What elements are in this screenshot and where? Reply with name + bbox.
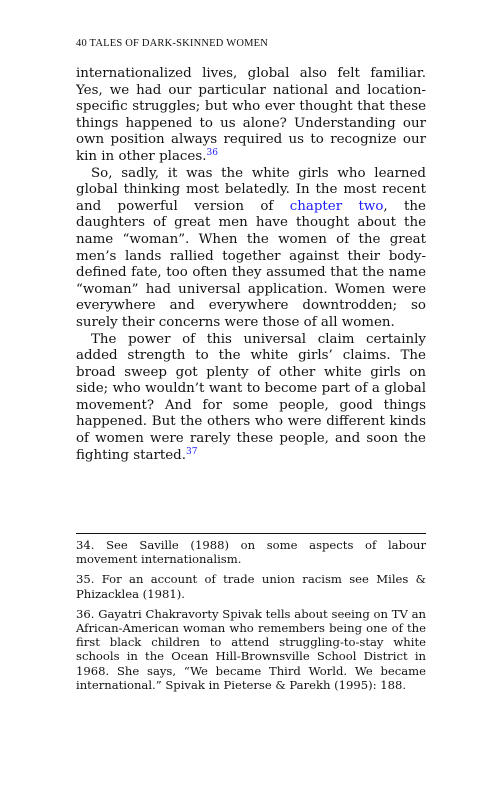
footnote-divider bbox=[76, 533, 426, 534]
paragraph-1-text: internationalized lives, global also felt familiar. Yes, we had our particular national and location-specific struggles; but who ever thought that these things happened to us alone? Understanding our own position always required us to recognize our kin in other places. bbox=[76, 66, 426, 164]
main-text bbox=[76, 66, 426, 464]
footnote-35: 35. For an account of trade union racism see Miles & Phizacklea (1981). bbox=[76, 572, 426, 601]
footnotes bbox=[76, 538, 426, 698]
paragraph-2-text-end: , the daughters of great men have thought about the name “woman”. When the women of the great men’s lands rallied together against their body-defined fate, too often they assumed that the name “woman” had universal application. Women were everywhere and everywhere downtrodden; so surely their concerns were those of all women. bbox=[76, 198, 426, 330]
paragraph-1 bbox=[76, 66, 426, 166]
paragraph-3-text: The power of this universal claim certainly added strength to the white girls’ claims. The broad sweep got plenty of other white girls on side; who wouldn’t want to become part of a global movement? And for some people, good things happened. But the others who were different kinds of women were rarely these people, and soon the fighting started. bbox=[76, 331, 426, 463]
footnote-36: 36. Gayatri Chakravorty Spivak tells about seeing on TV an African-American woman who remembers being one of the first black children to attend struggling-to-stay white schools in the Ocean Hill-Brownsville School District in 1968. She says, “We became Third World. We became international.” Spivak in Pieterse & Parekh (1995): 188. bbox=[76, 606, 426, 692]
chapter-two-link[interactable]: chapter two bbox=[289, 198, 384, 214]
running-head bbox=[76, 38, 268, 49]
footnote-ref-36[interactable]: 36 bbox=[206, 147, 218, 158]
paragraph-3 bbox=[76, 332, 426, 465]
paragraph-2-text-start: So, sadly, it was the white girls who learned global thinking most belatedly. In the most recent and powerful version of bbox=[76, 165, 426, 214]
book-title: TALES OF DARK-SKINNED WOMEN bbox=[89, 38, 269, 49]
footnote-34: 34. See Saville (1988) on some aspects of labour movement internationalism. bbox=[76, 538, 426, 567]
page-number: 40 bbox=[76, 38, 87, 49]
footnote-ref-37[interactable]: 37 bbox=[186, 446, 198, 457]
paragraph-2 bbox=[76, 166, 426, 332]
